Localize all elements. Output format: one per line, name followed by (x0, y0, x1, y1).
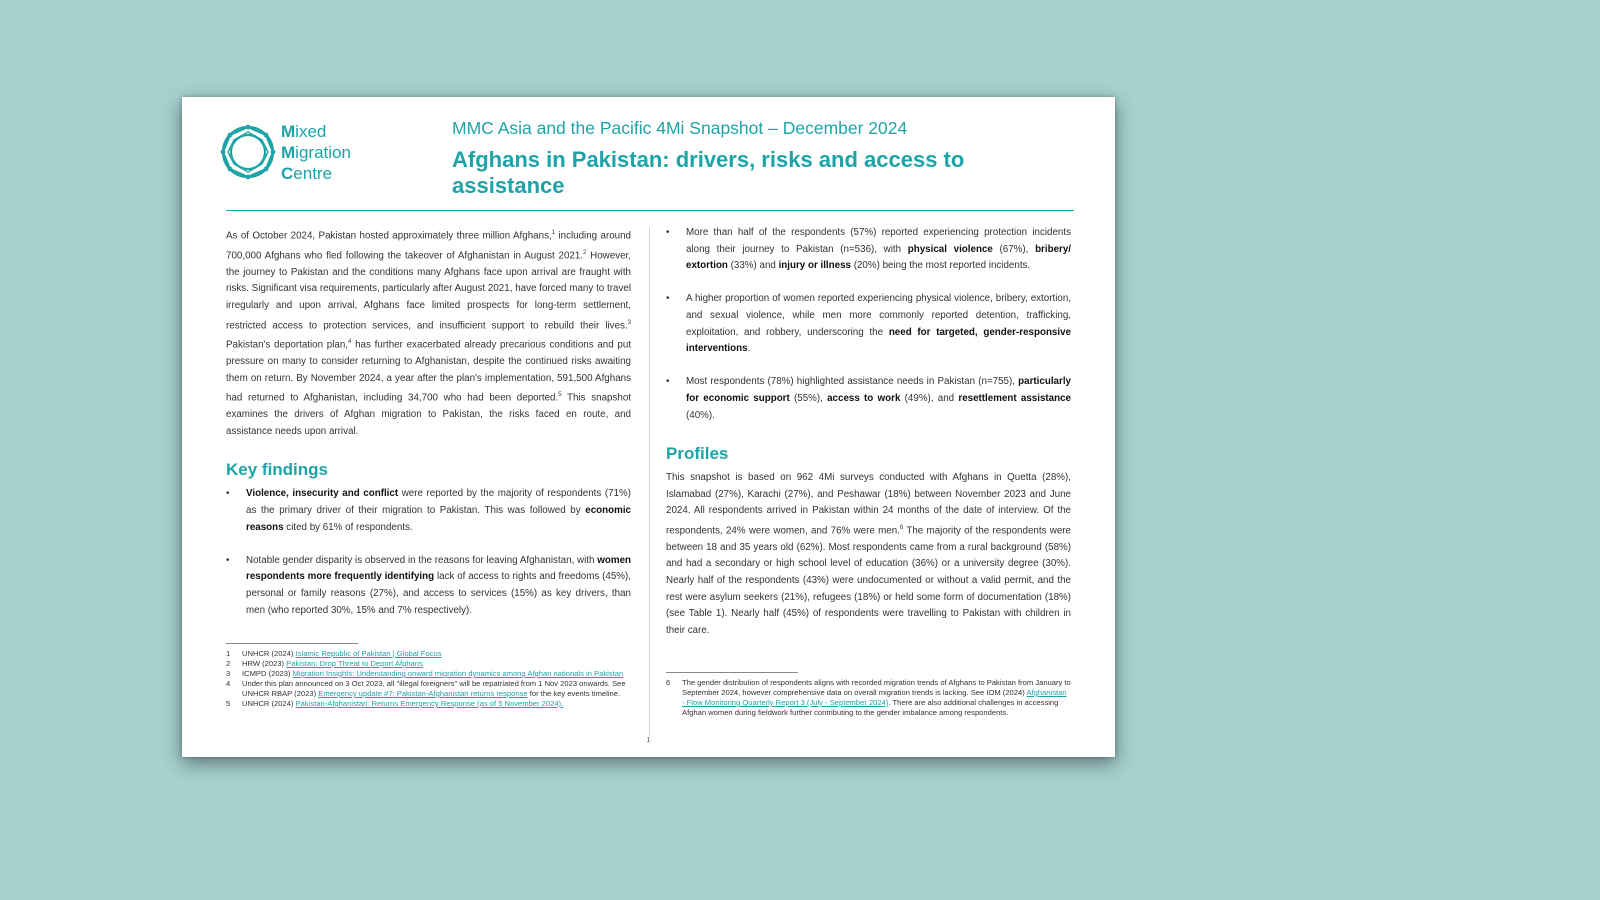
report-title: Afghans in Pakistan: drivers, risks and access to assistance (452, 147, 965, 198)
list-item: • A higher proportion of women reported experiencing physical violence, bribery, extortion, and sexual violence, while men more commonly reported detention, trafficking, exploitation, and robbery, underscoring the need for targeted, gender-responsive interventions. (666, 291, 1071, 357)
header-divider (226, 210, 1074, 211)
profiles-heading: Profiles (666, 444, 729, 464)
column-divider (649, 227, 650, 737)
left-column (226, 225, 631, 636)
footnote-rule-right (666, 672, 798, 673)
footnote: 1 UNHCR (2024) Islamic Republic of Pakistan | Global Focus (226, 649, 442, 658)
mmc-logo (219, 121, 379, 183)
footnote-link[interactable]: Emergency update #7: Pakistan-Afghanistan returns response (318, 689, 528, 698)
document-page (182, 97, 1115, 757)
globe-ring-icon (219, 123, 277, 181)
page-number: 1 (646, 737, 651, 744)
footnote-rule-left (226, 643, 358, 644)
report-subtitle: MMC Asia and the Pacific 4Mi Snapshot – December 2024 (452, 118, 908, 138)
list-item: • Most respondents (78%) highlighted assistance needs in Pakistan (n=755), particularly for economic support (55%), access to work (49%), and resettlement assistance (40%). (666, 374, 1071, 424)
footnote-link[interactable]: Migration Insights: Understanding onward migration dynamics among Afghan nationals in Pakistan (292, 669, 624, 678)
findings-list-continued (666, 225, 1071, 424)
footnote: 3 ICMPD (2023) Migration Insights: Understanding onward migration dynamics among Afghan nationals in Pakistan (226, 669, 624, 678)
footnote: 5 UNHCR (2024) Pakistan-Afghanistan: Returns Emergency Response (as of 5 November 2024). (226, 699, 564, 708)
footnote: 4 Under this plan announced on 3 Oct 2023, all "illegal foreigners" will be repatriated from 1 Nov 2023 onwards. See UNHCR RBAP (2023) Emergency update #7: Pakistan-Afghanistan returns response for the key events timeline. (226, 679, 626, 698)
key-findings-heading: Key findings (226, 460, 329, 480)
footnotes-left (226, 649, 631, 709)
footnote: 2 HRW (2023) Pakistan: Drop Threat to Deport Afghans (226, 659, 423, 668)
intro-paragraph: As of October 2024, Pakistan hosted approximately three million Afghans,$^1$ including around 700,000 Afghans who fled following the takeover of Afghanistan in August 2021.$^2$ However, the journey to Pakistan and the conditions many Afghans face upon arrival are fraught with risks. Significant visa requirements, particularly after August 2021, have forced many to travel irregularly and upon arrival, Afghans face limited prospects for long-term settlement, restricted access to protection services, and insufficient support to rebuild their lives.$^3$ Pakistan's deportation plan,$^4$ has further exacerbated already precarious conditions and put pressure on many to consider returning to Afghanistan, despite the continued risks awaiting them on return. By November 2024, a year after the plan's implementation, 591,500 Afghans had returned to Afghanistan, including 34,700 who had been deported.$^5$ This snapshot examines the drivers of Afghan migration to Pakistan, the risks faced en route, and assistance needs upon arrival. (226, 230, 632, 437)
footnotes-right (666, 678, 1071, 718)
footnote: 6 The gender distribution of respondents aligns with recorded migration trends of Afghans to Pakistan from January to September 2024, however comprehensive data on overall migration trends is lacking. See IOM (2024) Afghanistan - Flow Monitoring Quarterly Report 3 (July - September 2024). There are also additional challenges in accessing Afghan women during fieldwork further contributing to the gender imbalance among respondents. (666, 678, 1071, 717)
logo-wordmark: Mixed Migration Centre (281, 122, 351, 183)
footnote-link[interactable]: Pakistan: Drop Threat to Deport Afghans (286, 659, 423, 668)
list-item: • Violence, insecurity and conflict were reported by the majority of respondents (71%) as the primary driver of their migration to Pakistan. This was followed by economic reasons cited by 61% of respondents. (226, 486, 631, 536)
footnote-link[interactable]: Islamic Republic of Pakistan | Global Focus (295, 649, 442, 658)
list-item: • More than half of the respondents (57%) reported experiencing protection incidents along their journey to Pakistan (n=536), with physical violence (67%), bribery/ extortion (33%) and injury or illness (20%) being the most reported incidents. (666, 225, 1071, 275)
footnote-link[interactable]: Pakistan-Afghanistan: Returns Emergency Response (as of 5 November 2024). (295, 699, 564, 708)
list-item: • Notable gender disparity is observed in the reasons for leaving Afghanistan, with women respondents more frequently identifying lack of access to rights and freedoms (45%), personal or family reasons (27%), and access to services (15%) as key drivers, than men (who reported 30%, 15% and 7% respectively). (226, 553, 631, 619)
footnote-link[interactable]: Afghanistan - Flow Monitoring Quarterly Report 3 (July - September 2024) (682, 688, 1067, 707)
profiles-paragraph: This snapshot is based on 962 4Mi surveys conducted with Afghans in Quetta (28%), Islamabad (27%), Karachi (27%), and Peshawar (18%) between November 2023 and June 2024. All respondents arrived in Pakistan within 24 months of the date of interview. Of the respondents, 24% were women, and 76% were men.$^6$ The majority of the respondents were between 18 and 35 years old (62%). Most respondents came from a rural background (58%) and had a secondary or high school level of education (36%) or a university degree (30%). Nearly half of the respondents (43%) were undocumented or without a valid permit, and the rest were asylum seekers (21%), refugees (18%) or held some form of documentation (18%) (see Table 1). Nearly half (45%) of respondents were travelling to Pakistan with children in their care. (666, 472, 1071, 636)
right-column (666, 225, 1071, 639)
key-findings-list (226, 486, 631, 619)
